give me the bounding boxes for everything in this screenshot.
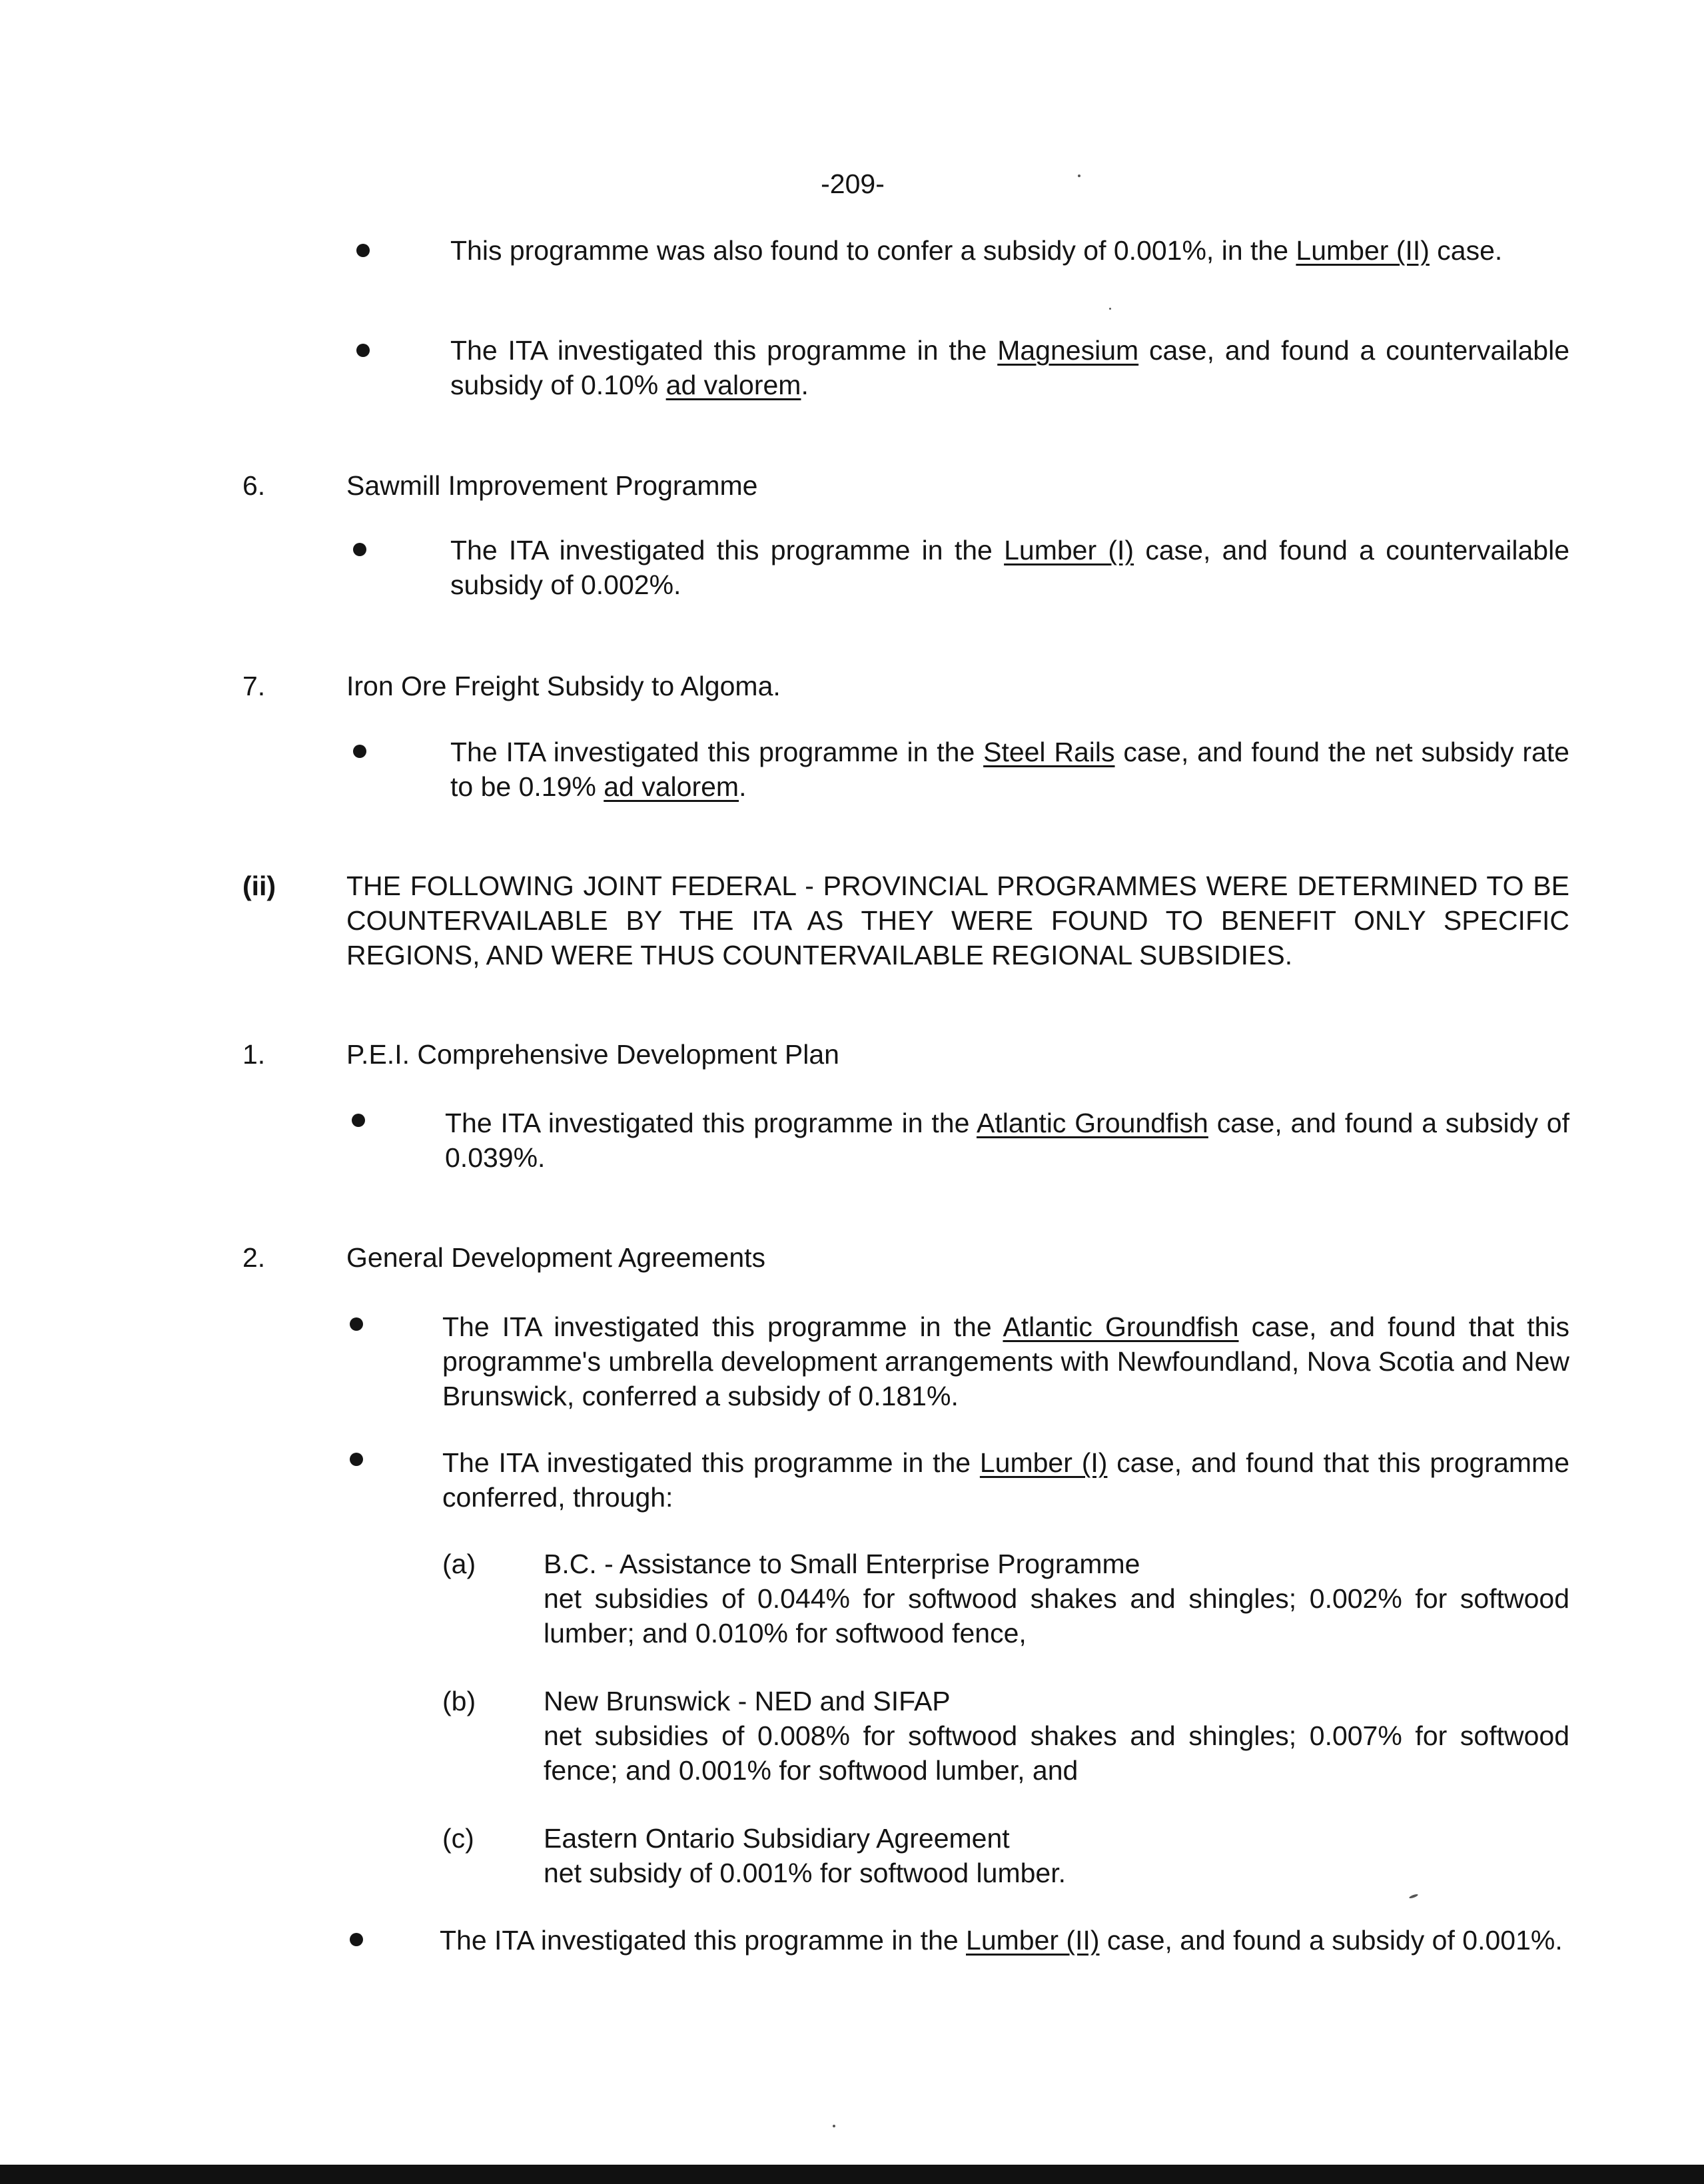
case-name: Lumber (II) xyxy=(1296,235,1430,266)
bullet-paragraph xyxy=(450,533,1569,602)
case-name: Steel Rails xyxy=(983,737,1115,767)
bullet-icon xyxy=(350,1933,363,1946)
scan-speck xyxy=(1078,175,1080,177)
bullet-icon xyxy=(353,543,366,556)
section-heading: General Development Agreements xyxy=(346,1242,766,1273)
text-segment: . xyxy=(739,771,747,802)
text-segment: case, and found a countervailable subsidy of 0.10% xyxy=(450,335,1569,400)
section-heading: Iron Ore Freight Subsidy to Algoma. xyxy=(346,671,781,701)
case-name: Lumber (I) xyxy=(979,1447,1108,1478)
bullet-paragraph xyxy=(450,333,1569,402)
sub-item-label: (c) xyxy=(442,1823,474,1854)
text-segment: case. xyxy=(1429,235,1503,266)
sub-item xyxy=(544,1547,1569,1650)
sub-item-title: New Brunswick - NED and SIFAP xyxy=(544,1686,951,1716)
bullet-paragraph xyxy=(445,1106,1569,1175)
text-segment: case, and found that this programme's umbrella development arrangements with Newfoundland, Nova Scotia and New Brunswick, conferred a subsidy of 0.181%. xyxy=(442,1311,1570,1411)
sub-item-title: B.C. - Assistance to Small Enterprise Programme xyxy=(544,1549,1140,1579)
section-number: 2. xyxy=(242,1242,266,1273)
text-segment: The ITA investigated this programme in the xyxy=(442,1311,1003,1342)
bullet-icon xyxy=(352,1114,365,1127)
scan-edge-bar xyxy=(0,2165,1704,2184)
bullet-paragraph xyxy=(442,1445,1569,1515)
sub-item-label: (a) xyxy=(442,1549,476,1579)
text-segment: case, and found the net subsidy rate to be 0.19% xyxy=(450,737,1569,802)
bullet-paragraph xyxy=(450,233,1569,268)
text-segment: case, and found that this programme conferred, through: xyxy=(442,1447,1569,1513)
text-segment: The ITA investigated this programme in the xyxy=(450,335,998,366)
bullet-icon xyxy=(350,1453,363,1466)
section-number: 7. xyxy=(242,671,266,701)
bullet-icon xyxy=(356,344,370,357)
case-name: Lumber (I) xyxy=(1004,535,1134,565)
sub-item xyxy=(544,1821,1569,1890)
text-segment: case, and found a subsidy of 0.039%. xyxy=(445,1108,1569,1173)
sub-item-label: (b) xyxy=(442,1686,476,1716)
case-name: Atlantic Groundfish xyxy=(976,1108,1208,1138)
section-number: 6. xyxy=(242,470,266,501)
section-heading: Sawmill Improvement Programme xyxy=(346,470,758,501)
sub-item-body: net subsidies of 0.044% for softwood shakes and shingles; 0.002% for softwood lumber; and 0.010% for softwood fence, xyxy=(544,1583,1569,1648)
scan-speck xyxy=(1409,1894,1419,1900)
text-segment: The ITA investigated this programme in the xyxy=(445,1108,977,1138)
text-segment: case, and found a subsidy of 0.001%. xyxy=(1099,1925,1563,1956)
text-segment: case, and found a countervailable subsidy of 0.002%. xyxy=(450,535,1569,600)
section-heading: P.E.I. Comprehensive Development Plan xyxy=(346,1039,839,1070)
case-name: Atlantic Groundfish xyxy=(1003,1311,1239,1342)
scan-speck xyxy=(833,2125,835,2127)
section-caps-paragraph: THE FOLLOWING JOINT FEDERAL - PROVINCIAL PROGRAMMES WERE DETERMINED TO BE COUNTERVAILABLE BY THE ITA AS THEY WERE FOUND TO BENEFIT ONLY SPECIFIC REGIONS, AND WERE THUS COUNTERVAILABLE REGIONAL SUBSIDIES. xyxy=(346,871,1569,970)
text-segment: The ITA investigated this programme in the xyxy=(450,737,984,767)
bullet-paragraph xyxy=(450,735,1569,804)
sub-item-body: net subsidy of 0.001% for softwood lumber. xyxy=(544,1858,1066,1888)
bullet-icon xyxy=(353,745,366,758)
section-number: (ii) xyxy=(242,871,276,901)
latin-term: ad valorem xyxy=(604,771,739,802)
sub-item xyxy=(544,1684,1569,1788)
case-name: Lumber (II) xyxy=(966,1925,1100,1956)
bullet-paragraph xyxy=(442,1309,1569,1413)
sub-item-title: Eastern Ontario Subsidiary Agreement xyxy=(544,1823,1010,1854)
text-segment: This programme was also found to confer a subsidy of 0.001%, in the xyxy=(450,235,1296,266)
scan-speck xyxy=(1109,308,1111,310)
text-segment: The ITA investigated this programme in the xyxy=(450,535,1005,565)
page-number: -209- xyxy=(821,169,885,199)
sub-item-body: net subsidies of 0.008% for softwood shakes and shingles; 0.007% for softwood fence; and 0.001% for softwood lumber, and xyxy=(544,1720,1569,1786)
text-segment: The ITA investigated this programme in the xyxy=(440,1925,967,1956)
text-segment: . xyxy=(801,370,809,400)
latin-term: ad valorem xyxy=(665,370,801,400)
section-number: 1. xyxy=(242,1039,266,1070)
bullet-icon xyxy=(356,244,370,257)
bullet-icon xyxy=(350,1317,363,1331)
case-name: Magnesium xyxy=(997,335,1139,366)
text-segment: The ITA investigated this programme in the xyxy=(442,1447,980,1478)
bullet-paragraph xyxy=(440,1923,1569,1958)
